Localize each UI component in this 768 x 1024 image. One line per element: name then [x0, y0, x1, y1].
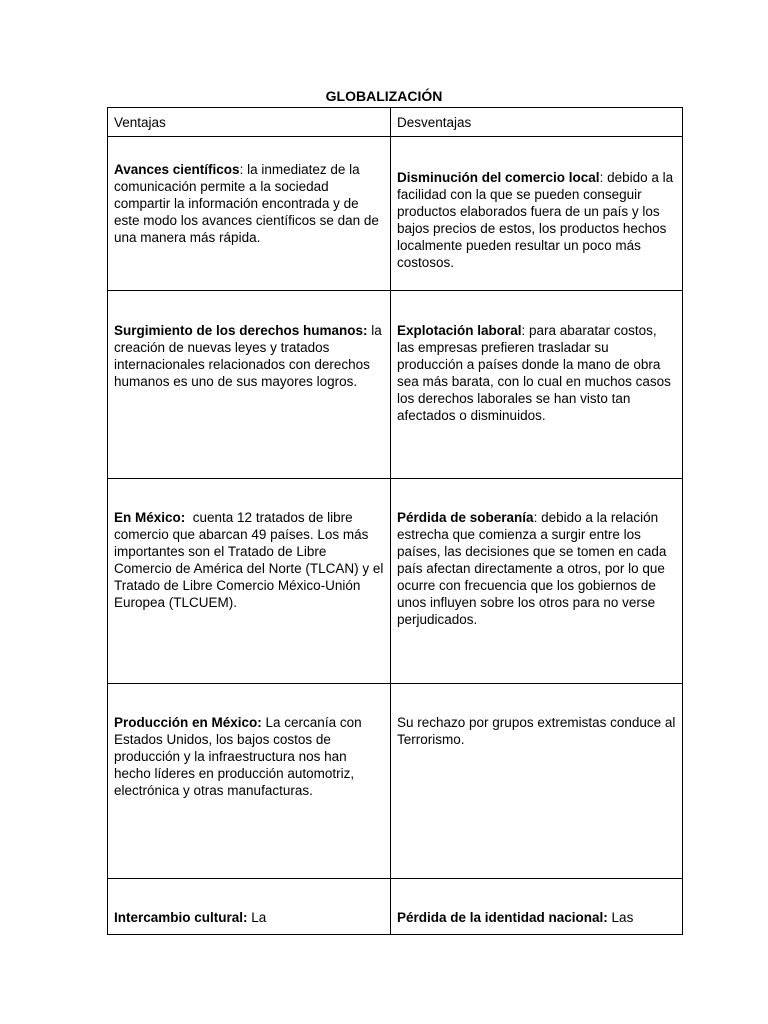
advantage-heading: Intercambio cultural:: [114, 910, 248, 925]
table-header-row: [108, 108, 683, 137]
advantage-heading: Surgimiento de los derechos humanos:: [114, 323, 368, 338]
advantage-cell: [108, 684, 391, 879]
table-row: [108, 684, 683, 879]
disadvantage-text: [397, 909, 676, 926]
advantage-heading: Avances científicos: [114, 162, 240, 177]
disadvantage-heading: Disminución del comercio local: [397, 170, 600, 185]
advantage-cell: [108, 291, 391, 479]
advantage-heading: En México:: [114, 510, 186, 525]
disadvantage-heading: Pérdida de la identidad nacional:: [397, 910, 608, 925]
disadvantage-cell: [391, 879, 683, 935]
disadvantage-body: : debido a la facilidad con la que se pueden conseguir productos elaborados fuera de un país y los bajos precios de estos, los productos hechos localmente pueden resultar un poco más costosos.: [397, 170, 674, 270]
disadvantage-text: [397, 169, 676, 271]
table-row: [108, 137, 683, 291]
advantage-body: : la inmediatez de la comunicación permite a la sociedad compartir la información encontrada y de este modo los avances científicos se dan de una manera más rápida.: [114, 162, 379, 245]
header-desventajas: Desventajas: [391, 108, 683, 137]
advantage-body: cuenta 12 tratados de libre comercio que abarcan 49 países. Los más importantes son el Tratado de Libre Comercio de América del Norte (TLCAN) y el Tratado de Libre Comercio México-Unión Europea (TLCUEM).: [114, 510, 387, 610]
disadvantage-cell: [391, 291, 683, 479]
disadvantage-body: Las: [607, 910, 634, 925]
disadvantage-cell: [391, 137, 683, 291]
advantage-text: [114, 909, 384, 926]
disadvantage-heading: Pérdida de soberanía: [397, 510, 534, 525]
header-ventajas: Ventajas: [108, 108, 391, 137]
advantage-text: [114, 322, 384, 390]
table-row: [108, 479, 683, 684]
disadvantage-text: [397, 714, 676, 748]
advantage-body: La cercanía con Estados Unidos, los bajos costos de producción y la infraestructura nos han hecho líderes en producción automotriz, electrónica y otras manufacturas.: [114, 715, 362, 798]
disadvantage-body: : para abaratar costos, las empresas prefieren trasladar su producción a países donde la mano de obra sea más barata, con lo cual en muchos casos los derechos laborales se han visto tan afectados o disminuidos.: [397, 323, 671, 423]
disadvantage-text: [397, 509, 676, 628]
disadvantage-heading: Explotación laboral: [397, 323, 522, 338]
page-title: GLOBALIZACIÓN: [325, 88, 443, 104]
advantage-text: [114, 714, 384, 799]
advantage-heading: Producción en México:: [114, 715, 262, 730]
advantage-cell: [108, 479, 391, 684]
table-row: [108, 291, 683, 479]
advantage-body: La: [247, 910, 267, 925]
disadvantage-text: [397, 322, 676, 424]
table-row: [108, 879, 683, 935]
advantage-cell: [108, 137, 391, 291]
advantage-body: la creación de nuevas leyes y tratados internacionales relacionados con derechos humanos es uno de sus mayores logros.: [114, 323, 382, 389]
advantage-text: [114, 161, 384, 246]
comparison-table: [107, 107, 683, 935]
disadvantage-body: Su rechazo por grupos extremistas conduce al Terrorismo.: [397, 715, 676, 747]
disadvantage-body: : debido a la relación estrecha que comienza a surgir entre los países, las decisiones que se tomen en cada país afectan directamente a otros, por lo que ocurre con frecuencia que los gobiernos de unos influyen sobre los otros para no verse perjudicados.: [397, 510, 667, 627]
advantage-cell: [108, 879, 391, 935]
disadvantage-cell: [391, 479, 683, 684]
advantage-text: [114, 509, 387, 611]
disadvantage-cell: [391, 684, 683, 879]
